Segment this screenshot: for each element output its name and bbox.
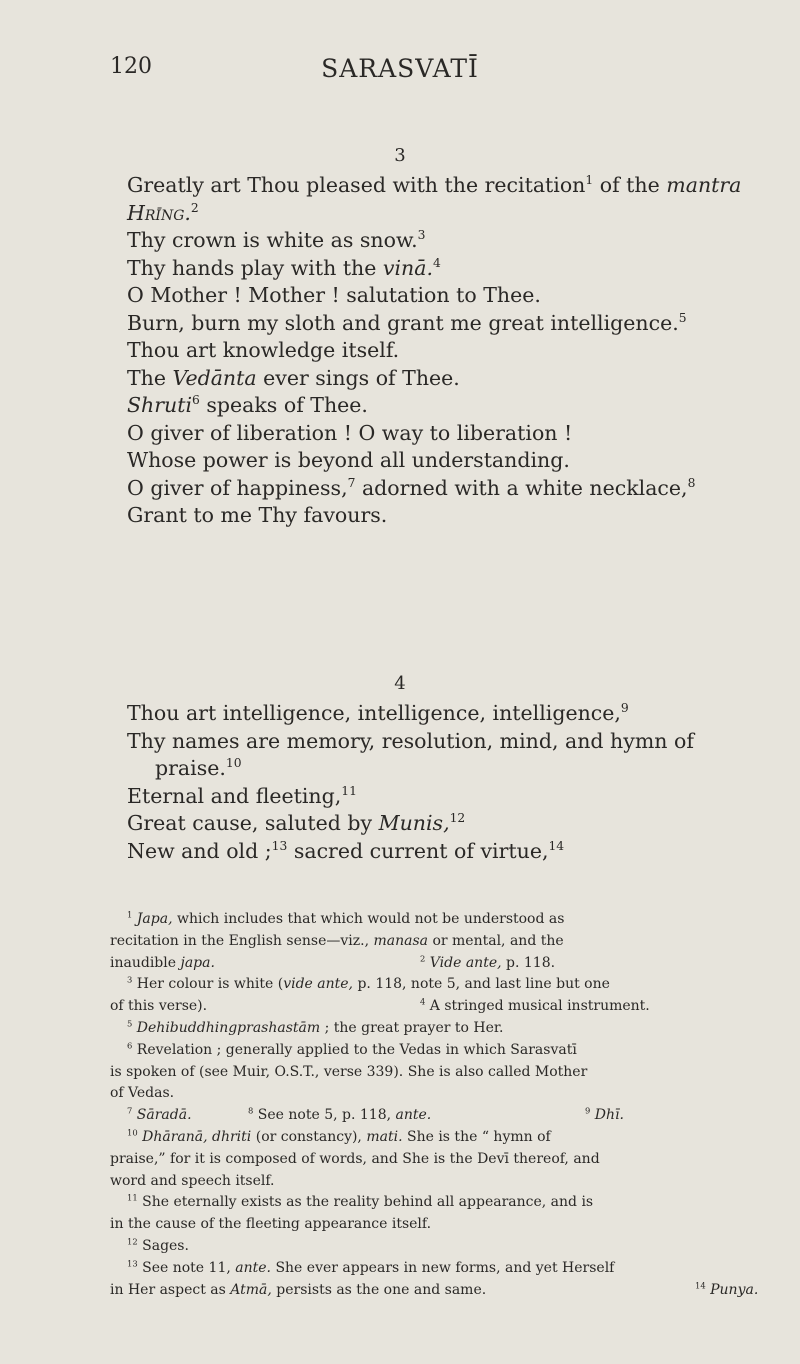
footnote-line: is spoken of (see Muir, O.S.T., verse 339). She is also called Mother — [110, 1063, 588, 1080]
footnote-ref: 4 — [433, 255, 441, 270]
footnote-line: praise,” for it is composed of words, and She is the Devī thereof, and — [110, 1150, 600, 1167]
footnote-marker: 9 — [585, 1105, 591, 1116]
verse-line: The Vedānta ever sings of Thee. — [127, 365, 460, 390]
footnote-4: $^4$ A stringed musical instrument. — [420, 996, 650, 1015]
footnote-marker: 1 — [127, 909, 133, 920]
running-head: SARASVATĪ — [321, 54, 479, 83]
footnote-14: $^{14}$ Punya. — [695, 1279, 759, 1298]
footnote-ref: 14 — [548, 838, 565, 853]
footnote-ref: 13 — [271, 838, 288, 853]
footnote-marker: 13 — [127, 1258, 138, 1269]
footnote-line: of this verse). $^4$ A stringed musical instrument. — [110, 996, 770, 1018]
footnote-line: in Her aspect as Atmā, persists as the one and same. $^{14}$ Punya. — [110, 1280, 770, 1302]
footnote-marker: 8 — [248, 1105, 254, 1116]
footnote-line: of Vedas. — [110, 1085, 175, 1102]
footnote-7: $^7$ Sāradā. — [127, 1105, 192, 1124]
page-number: 120 — [110, 54, 152, 79]
footnote-9: $^9$ Dhī. — [585, 1105, 624, 1124]
verse-line: Whose power is beyond all understanding. — [127, 448, 570, 472]
verse-line: Eternal and fleeting,$^{11}$ — [127, 783, 357, 808]
footnote-ref: 8 — [687, 475, 696, 490]
verse-line: Shruti$^6$ speaks of Thee. — [127, 393, 368, 417]
footnote-3: $^3$ Her colour is white (vide ante, p. 118, note 5, and last line but one — [127, 974, 610, 993]
footnote-line — [110, 1105, 770, 1127]
footnote-marker: 14 — [695, 1279, 706, 1290]
footnote-ref: 7 — [347, 475, 356, 490]
footnote-ref: 12 — [449, 811, 466, 826]
verse-line: Thou art intelligence, intelligence, intelligence,$^9$ — [127, 701, 629, 725]
stanza-3 — [127, 172, 767, 530]
footnote-ref: 5 — [678, 310, 687, 325]
footnote-6: $^6$ Revelation ; generally applied to the Vedas in which Sarasvatī — [127, 1040, 577, 1058]
footnote-line: in the cause of the fleeting appearance itself. — [110, 1216, 432, 1233]
footnote-marker: 3 — [127, 974, 133, 985]
footnote-marker: 12 — [127, 1236, 138, 1247]
footnote-marker: 2 — [420, 952, 426, 963]
footnotes — [110, 909, 770, 1301]
verse-line: Hrīng.$^2$ — [127, 200, 199, 225]
footnote-marker: 6 — [127, 1040, 133, 1051]
footnote-ref: 11 — [341, 783, 357, 798]
verse-line: O giver of liberation ! O way to liberation ! — [127, 420, 573, 445]
verse-line: Great cause, saluted by Munis,$^{12}$ — [127, 811, 466, 835]
stanza-number-3: 3 — [394, 145, 406, 166]
verse-line: praise.$^{10}$ — [155, 756, 242, 780]
footnote-2: $^2$ Vide ante, p. 118. — [420, 952, 556, 971]
footnote-11: $^{11}$ She eternally exists as the reality behind all appearance, and is — [127, 1192, 594, 1211]
page-header — [0, 54, 800, 94]
footnote-ref: 9 — [620, 701, 629, 716]
footnote-line: inaudible japa. $^2$ Vide ante, p. 118. — [110, 953, 770, 975]
verse-line: New and old ;$^{13}$ sacred current of virtue,$^{14}$ — [127, 838, 565, 863]
footnote-8: $^8$ See note 5, p. 118, ante. — [248, 1105, 432, 1124]
verse-line: Greatly art Thou pleased with the recitation$^1$ of the mantra — [127, 173, 742, 197]
verse-line: O Mother ! Mother ! salutation to Thee. — [127, 283, 541, 307]
footnote-marker: 11 — [127, 1192, 138, 1203]
verse-line: Burn, burn my sloth and grant me great intelligence.$^5$ — [127, 310, 687, 335]
stanza-number-4: 4 — [394, 673, 406, 694]
footnote-line: recitation in the English sense—viz., manasa or mental, and the — [110, 932, 564, 949]
footnote-5: $^5$ Dehibuddhingprashastām ; the great prayer to Her. — [127, 1018, 504, 1036]
footnote-marker: 7 — [127, 1105, 133, 1116]
footnote-1: $^1$ Japa, which includes that which would not be understood as — [127, 909, 565, 927]
footnote-marker: 4 — [420, 996, 426, 1007]
footnote-ref: 2 — [190, 200, 199, 215]
footnote-12: $^{12}$ Sages. — [127, 1236, 189, 1254]
footnote-13: $^{13}$ See note 11, ante. She ever appears in new forms, and yet Herself — [127, 1258, 615, 1276]
footnote-marker: 5 — [127, 1018, 133, 1029]
verse-line: Grant to me Thy favours. — [127, 503, 388, 527]
verse-line: O giver of happiness,$^7$ adorned with a white necklace,$^8$ — [127, 475, 696, 500]
footnote-marker: 10 — [127, 1127, 138, 1138]
verse-line: Thy crown is white as snow.$^3$ — [127, 228, 426, 252]
verse-line: Thy hands play with the vinā.$^4$ — [127, 255, 441, 280]
footnote-ref: 10 — [225, 756, 242, 771]
footnote-ref: 3 — [417, 228, 426, 243]
verse-line: Thou art knowledge itself. — [127, 338, 400, 362]
footnote-ref: 1 — [585, 173, 594, 188]
footnote-ref: 6 — [192, 393, 200, 408]
footnote-10: $^{10}$ Dhāranā, dhriti (or constancy), mati. She is the “ hymn of — [127, 1127, 551, 1145]
verse-line: Thy names are memory, resolution, mind, and hymn of — [127, 728, 694, 753]
footnote-line: word and speech itself. — [110, 1172, 275, 1189]
stanza-4 — [127, 700, 767, 865]
